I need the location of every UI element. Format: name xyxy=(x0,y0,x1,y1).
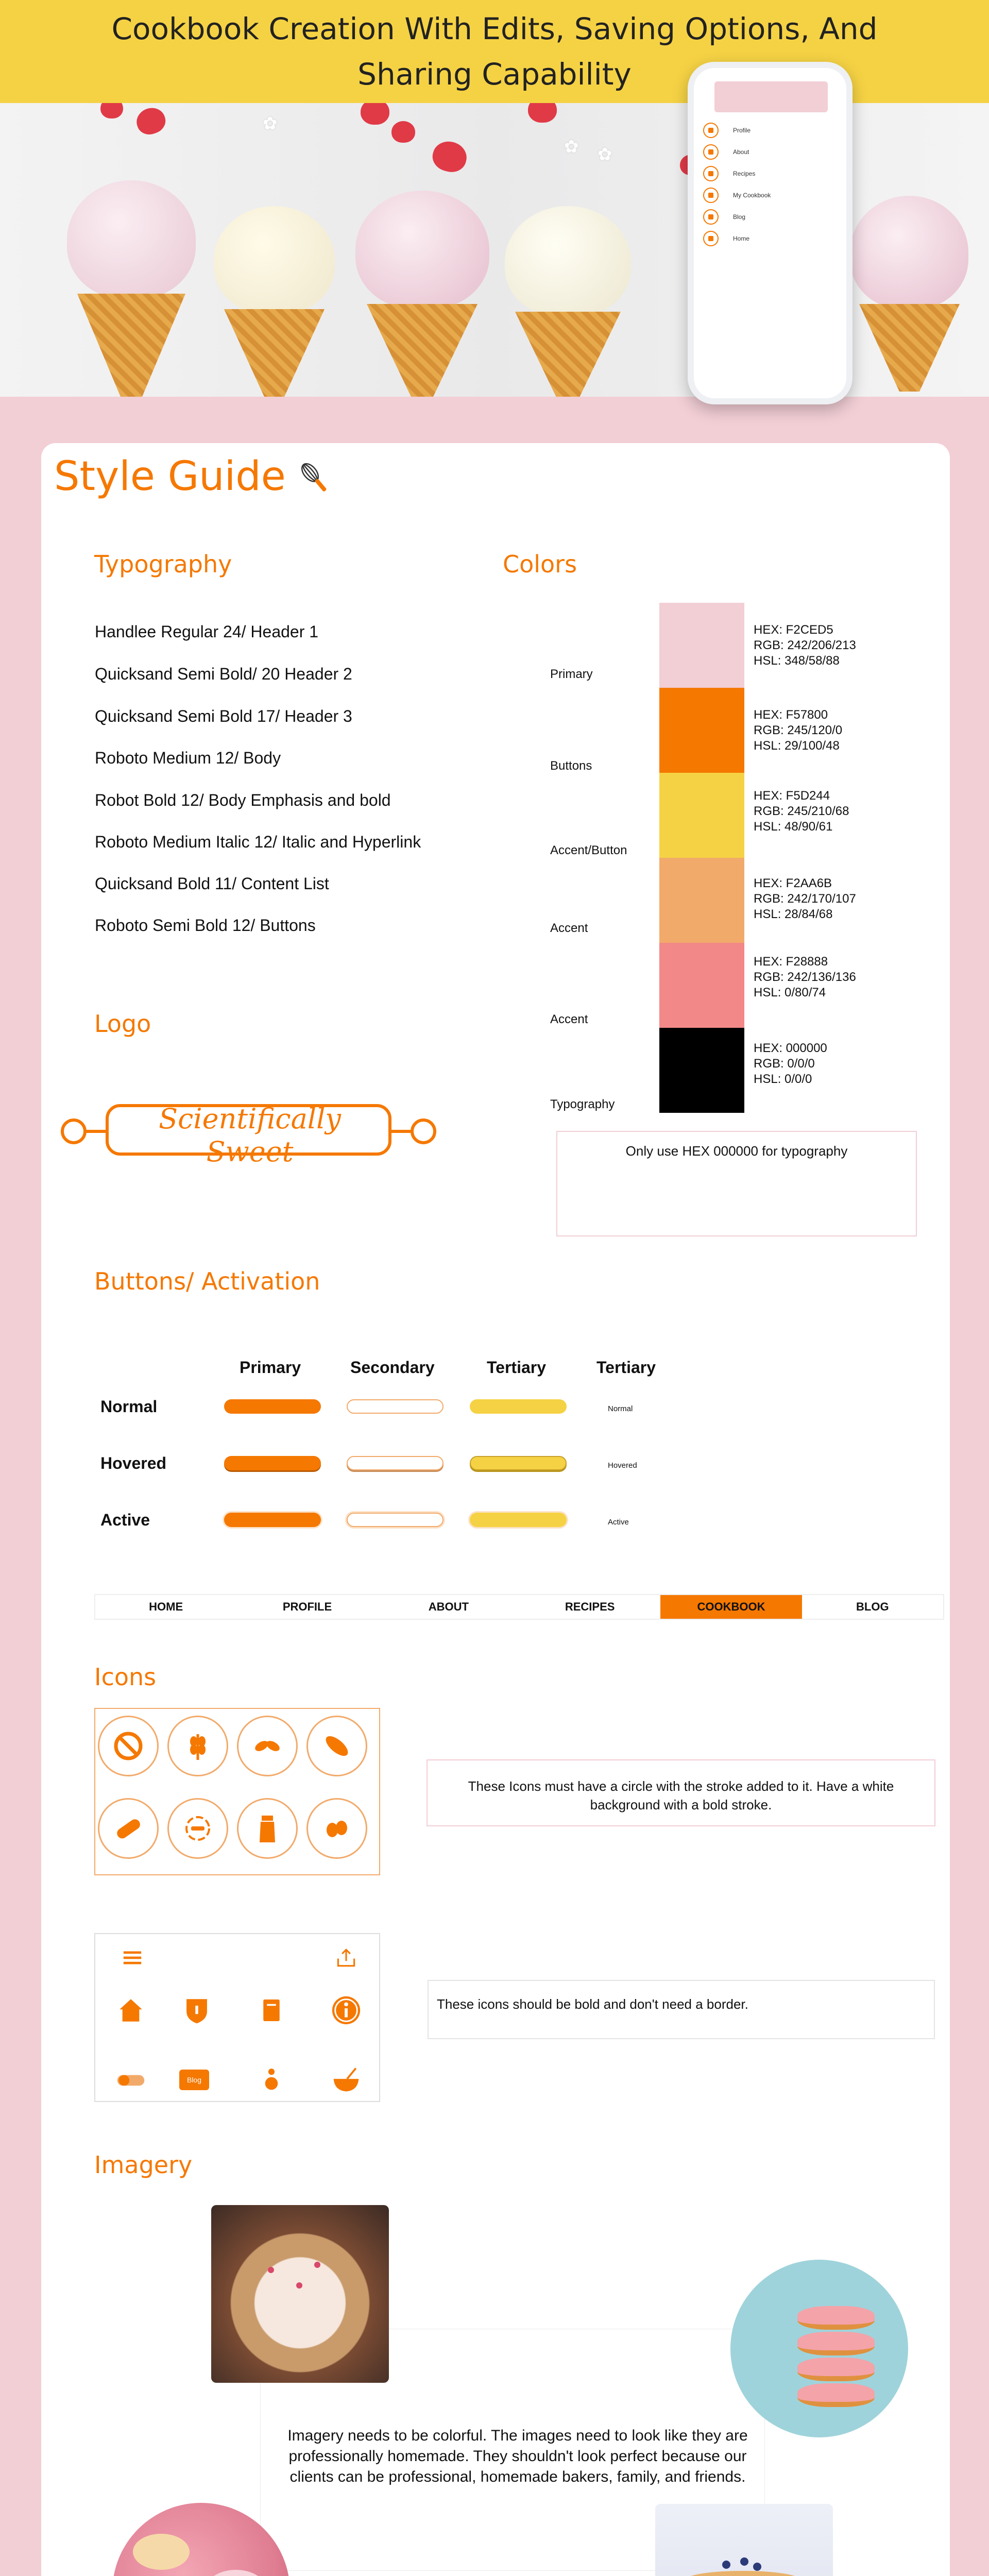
cookbook-icon xyxy=(703,188,719,203)
imagery-description: Imagery needs to be colorful. The images need to look like they are professionally homemade. They shouldn't look perfect because our clients can be professional, homemade bakers, family, and friends. xyxy=(287,2427,748,2485)
no-allergen-icon[interactable] xyxy=(98,1716,159,1776)
typography-line: Quicksand Semi Bold 17/ Header 3 xyxy=(95,707,352,725)
nav-profile[interactable]: PROFILE xyxy=(282,1600,332,1613)
color-swatch-accent-2 xyxy=(659,943,744,1028)
strawberry-decoration xyxy=(361,103,389,125)
pancakes-photo xyxy=(655,2504,833,2576)
row-header: Active xyxy=(100,1511,150,1529)
color-swatch-accent xyxy=(659,858,744,943)
bread-icon[interactable] xyxy=(98,1798,159,1859)
row-header: Hovered xyxy=(100,1454,167,1472)
swatch-values: HEX: F2AA6B RGB: 242/170/107 HSL: 28/84/68 xyxy=(754,876,856,921)
tertiary-button-active[interactable] xyxy=(470,1513,567,1527)
nav-about[interactable]: ABOUT xyxy=(428,1600,469,1613)
phone-menu-item[interactable]: Profile xyxy=(694,120,846,141)
tiny-label: Normal xyxy=(608,1404,633,1413)
phone-mockup xyxy=(688,62,852,404)
color-swatch-accent-button xyxy=(659,773,744,858)
phone-menu-item[interactable]: Recipes xyxy=(694,163,846,184)
about-shield-icon[interactable] xyxy=(180,1994,213,2027)
tertiary-button-hovered[interactable] xyxy=(470,1456,567,1470)
icons-heading: Icons xyxy=(94,1663,157,1691)
peanut-icon[interactable] xyxy=(306,1716,367,1776)
flower-decoration: ✿ xyxy=(263,114,278,133)
swatch-label: Typography xyxy=(550,1097,615,1111)
mixing-bowl-icon[interactable] xyxy=(330,2063,363,2096)
swatch-label: Buttons xyxy=(550,759,592,773)
flower-decoration: ✿ xyxy=(598,145,612,164)
logo-heading: Logo xyxy=(94,1010,151,1038)
cake-photo xyxy=(211,2205,389,2383)
logo-wordmark: Scientifically Sweet xyxy=(159,1103,341,1168)
typography-line: Handlee Regular 24/ Header 1 xyxy=(95,622,319,641)
toggle-icon[interactable] xyxy=(114,2063,147,2096)
color-swatch-buttons xyxy=(659,688,744,773)
typography-line: Robot Bold 12/ Body Emphasis and bold xyxy=(95,791,391,809)
blog-badge-icon[interactable]: Blog xyxy=(178,2063,211,2096)
primary-button-active[interactable] xyxy=(224,1513,321,1527)
color-swatch-primary xyxy=(659,603,744,688)
nav-recipes[interactable]: RECIPES xyxy=(565,1600,615,1613)
menu-icon[interactable] xyxy=(116,1941,149,1974)
colors-heading: Colors xyxy=(503,550,577,578)
row-header: Normal xyxy=(100,1397,158,1416)
tiny-label: Active xyxy=(608,1518,629,1527)
milk-icon[interactable] xyxy=(237,1798,298,1859)
phone-menu-item[interactable]: Blog xyxy=(694,206,846,228)
strawberry-decoration xyxy=(391,121,415,143)
typography-line: Quicksand Bold 11/ Content List xyxy=(95,874,329,893)
swatch-values: HEX: 000000 RGB: 0/0/0 HSL: 0/0/0 xyxy=(754,1041,827,1086)
tiny-label: Hovered xyxy=(608,1461,637,1470)
nav-blog[interactable]: BLOG xyxy=(856,1600,889,1613)
frame-icon[interactable] xyxy=(167,1798,228,1859)
blog-icon xyxy=(703,209,719,225)
color-swatch-typography xyxy=(659,1028,744,1113)
nav-cookbook[interactable]: COOKBOOK xyxy=(660,1595,802,1619)
typography-line: Quicksand Semi Bold/ 20 Header 2 xyxy=(95,665,352,683)
secondary-button-normal[interactable] xyxy=(347,1399,444,1414)
swatch-values: HEX: F5D244 RGB: 245/210/68 HSL: 48/90/61 xyxy=(754,789,849,834)
column-header: Tertiary xyxy=(596,1358,656,1377)
share-icon[interactable] xyxy=(330,1941,363,1974)
profile-icon xyxy=(703,123,719,138)
secondary-button-hovered[interactable] xyxy=(347,1456,444,1470)
beans-icon[interactable] xyxy=(306,1798,367,1859)
column-header: Tertiary xyxy=(487,1358,547,1377)
cookbook-icon[interactable] xyxy=(255,1994,288,2027)
typography-heading: Typography xyxy=(94,550,232,578)
navigation-bar xyxy=(94,1594,944,1620)
phone-menu xyxy=(694,120,846,249)
style-guide-title: Style Guide xyxy=(54,453,286,500)
phone-header xyxy=(714,81,828,112)
whisk-icon xyxy=(296,460,333,497)
primary-button-normal[interactable] xyxy=(224,1399,321,1414)
typography-color-note: Only use HEX 000000 for typography xyxy=(556,1131,917,1236)
swatch-label: Accent xyxy=(550,921,588,935)
column-header: Secondary xyxy=(350,1358,435,1377)
home-icon xyxy=(703,231,719,246)
strawberry-decoration xyxy=(133,104,169,138)
phone-menu-item[interactable]: About xyxy=(694,141,846,163)
swatch-label: Accent/Button xyxy=(550,843,627,857)
imagery-heading: Imagery xyxy=(94,2151,193,2179)
typography-line: Roboto Semi Bold 12/ Buttons xyxy=(95,916,316,935)
secondary-button-active[interactable] xyxy=(347,1513,444,1527)
swatch-values: HEX: F2CED5 RGB: 242/206/213 HSL: 348/58/88 xyxy=(754,623,856,668)
typography-line: Roboto Medium Italic 12/ Italic and Hyperlink xyxy=(95,833,421,851)
swatch-label: Accent xyxy=(550,1012,588,1026)
info-icon[interactable] xyxy=(330,1994,363,2027)
bold-icons-note: These icons should be bold and don't need a border. xyxy=(428,1980,935,2039)
swatch-values: HEX: F57800 RGB: 245/120/0 HSL: 29/100/48 xyxy=(754,708,843,753)
swatch-label: Primary xyxy=(550,667,593,681)
strawberry-decoration xyxy=(528,103,557,123)
strawberry-decoration xyxy=(430,138,470,175)
flower-decoration: ✿ xyxy=(564,137,579,157)
recipes-icon xyxy=(703,166,719,181)
swatch-values: HEX: F28888 RGB: 242/136/136 HSL: 0/80/74 xyxy=(754,955,856,999)
typography-line: Roboto Medium 12/ Body xyxy=(95,749,281,767)
person-icon[interactable] xyxy=(255,2063,288,2096)
about-icon xyxy=(703,144,719,160)
column-header: Primary xyxy=(240,1358,301,1377)
title-line-2: Sharing Capability xyxy=(357,57,632,92)
strawberry-decoration xyxy=(100,103,123,118)
title-line-1: Cookbook Creation With Edits, Saving Options, And xyxy=(111,11,878,46)
wheat-icon[interactable] xyxy=(167,1716,228,1776)
leaf-icon[interactable] xyxy=(237,1716,298,1776)
buttons-heading: Buttons/ Activation xyxy=(94,1267,320,1295)
phone-menu-item[interactable]: My Cookbook xyxy=(694,184,846,206)
home-icon[interactable] xyxy=(114,1994,147,2027)
donuts-photo xyxy=(730,2260,908,2437)
tertiary-button-normal[interactable] xyxy=(470,1399,567,1414)
primary-button-hovered[interactable] xyxy=(224,1456,321,1470)
circle-icons-note: These Icons must have a circle with the stroke added to it. Have a white background with a bold stroke. xyxy=(427,1759,935,1826)
phone-menu-item[interactable]: Home xyxy=(694,228,846,249)
nav-home[interactable]: HOME xyxy=(149,1600,183,1613)
